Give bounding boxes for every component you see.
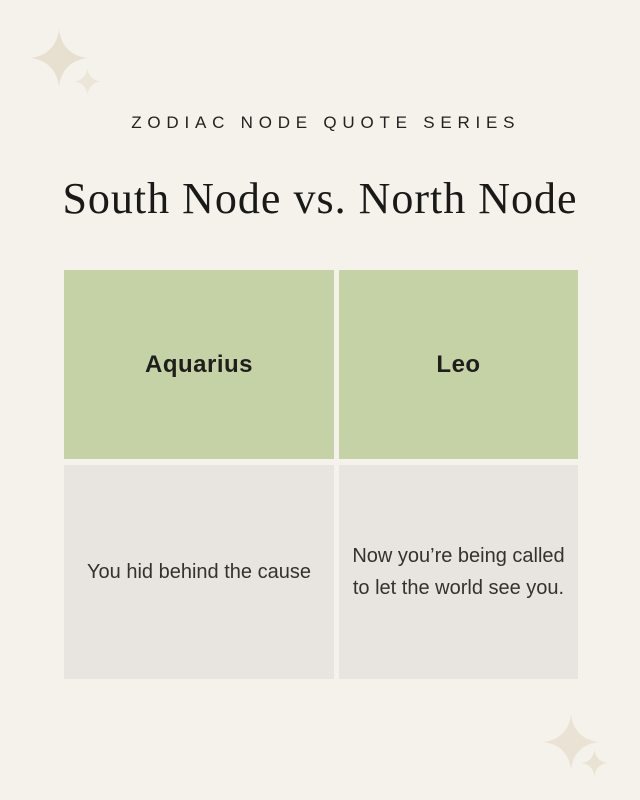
series-label: ZODIAC NODE QUOTE SERIES (131, 113, 521, 132)
page-title: South Node vs. North Node (62, 174, 578, 223)
quote-line: You hid behind the cause (87, 561, 311, 583)
table-header-north-node-sign: Leo (339, 270, 578, 459)
sparkle-icon (74, 66, 101, 97)
north-node-quote-cell (339, 465, 578, 679)
table-header-south-node-sign: Aquarius (64, 270, 334, 459)
quote-line: Now you’re being called (352, 545, 565, 567)
sparkle-icon (581, 746, 608, 780)
south-node-quote-cell (64, 465, 334, 679)
comparison-table (64, 270, 578, 679)
quote-line: to let the world see you. (352, 577, 565, 599)
